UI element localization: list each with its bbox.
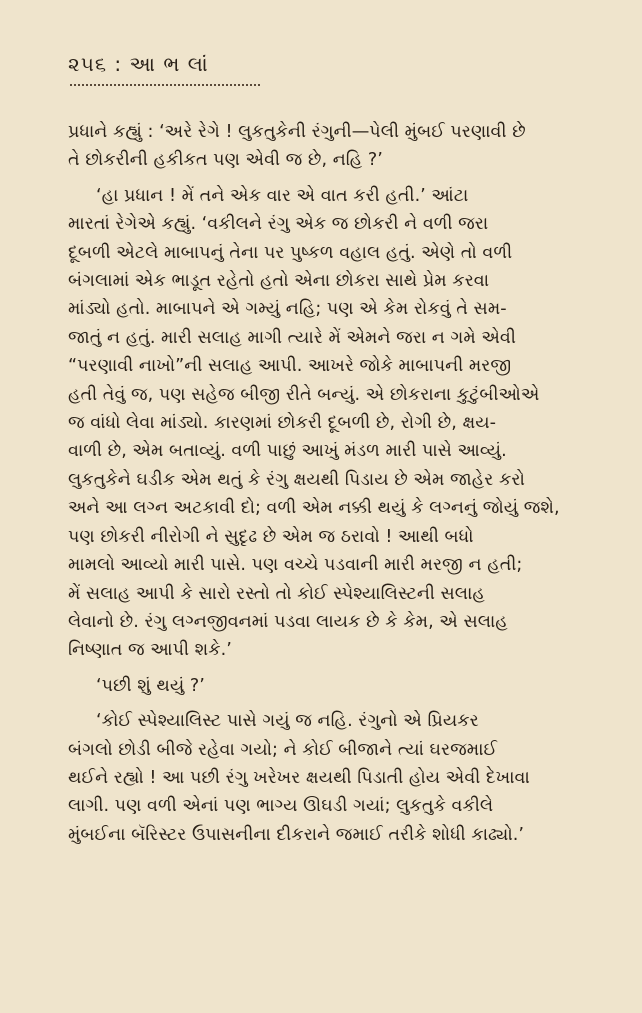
text-line: ‘પછી શું થયું ?’ — [96, 675, 205, 696]
paragraph — [68, 182, 592, 665]
paragraph — [68, 707, 592, 849]
text-line: ‘કોઈ સ્પેશ્યાલિસ્ટ પાસે ગયું જ નહિ. રંગુનો એ પ્રિયકર — [96, 711, 479, 732]
text-line: મુંબઈના બૅરિસ્ટર ઉપાસનીના દીકરાને જમાઈ તરીકે શોધી કાઢ્યો.’ — [68, 824, 524, 845]
text-line: થઈને રહ્યો ! આ પછી રંગુ ખરેખર ક્ષયથી પિડાતી હોય એવી દેખાવા — [68, 767, 530, 788]
paragraph — [68, 118, 592, 175]
text-line: લાગી. પણ વળી એનાં પણ ભાગ્ય ઊઘડી ગયાં; લુકતુકે વકીલે — [68, 796, 494, 817]
text-line: હતી તેવું જ, પણ સહેજ બીજી રીતે બન્યું. એ છોકરાના કુટુંબીઓએ — [68, 384, 540, 405]
text-line: જ વાંધો લેવા માંડ્યો. કારણમાં છોકરી દૂબળી છે, રોગી છે, ક્ષય- — [68, 413, 496, 434]
text-line: દૂબળી એટલે માબાપનું તેના પર પુષ્કળ વહાલ હતું. એણે તો વળી — [68, 242, 513, 263]
text-line: તે છોકરીની હકીકત પણ એવી જ છે, નહિ ?’ — [68, 150, 383, 171]
text-line: “પરણાવી નાખો”ની સલાહ આપી. આખરે જોકે માબાપની મરજી — [68, 356, 512, 377]
text-line: નિષ્ણાત જ આપી શકે.’ — [68, 640, 232, 661]
text-line: લેવાનો છે. રંગુ લગ્નજીવનમાં પડવા લાયક છે કે કેમ, એ સલાહ — [68, 611, 508, 632]
running-head-underline — [70, 84, 260, 90]
text-line: લુકતુકેને ઘડીક એમ થતું કે રંગુ ક્ષયથી પિડાય છે એમ જાહેર કરો — [68, 469, 525, 490]
text-line: માંડ્યો હતો. માબાપને એ ગમ્યું નહિ; પણ એ કેમ રોકવું તે સમ- — [68, 299, 507, 320]
text-line: મામલો આવ્યો મારી પાસે. પણ વચ્ચે પડવાની મારી મરજી ન હતી; — [68, 555, 523, 576]
text-line: ‘હા પ્રધાન ! મેં તને એક વાર એ વાત કરી હતી.’ આંટા — [96, 185, 469, 206]
text-line: બંગલો છોડી બીજે રહેવા ગયો; ને કોઈ બીજાને ત્યાં ઘરજમાઈ — [68, 739, 498, 760]
text-line: વાળી છે, એમ બતાવ્યું. વળી પાછું આખું મંડળ મારી પાસે આવ્યું. — [68, 441, 507, 462]
body-text — [68, 118, 592, 849]
text-line: બંગલામાં એક ભાડૂત રહેતો હતો એના છોકરા સાથે પ્રેમ કરવા — [68, 271, 490, 292]
running-head: ૨૫૬ : આ ભ લાં — [68, 52, 209, 76]
paragraph — [68, 672, 592, 700]
text-line: જાતું ન હતું. મારી સલાહ માગી ત્યારે મેં એમને જરા ન ગમે એવી — [68, 327, 516, 348]
text-line: અને આ લગ્ન અટકાવી દો; વળી એમ નક્કી થયું કે લગ્નનું જોયું જશે, — [68, 498, 560, 519]
text-line: મારતાં રેગેએ કહ્યું. ‘વકીલને રંગુ એક જ છોકરી ને વળી જરા — [68, 214, 489, 235]
text-line: પણ છોકરી નીરોગી ને સુદૃઢ છે એમ જ ઠરાવો ! આથી બધો — [68, 526, 474, 547]
text-line: પ્રધાને કહ્યું : ‘અરે રેગે ! લુકતુકેની રંગુની—પેલી મુંબઈ પરણાવી છે — [68, 122, 526, 142]
text-line: મેં સલાહ આપી કે સારો રસ્તો તો કોઈ સ્પેશ્યાલિસ્ટની સલાહ — [68, 583, 485, 604]
